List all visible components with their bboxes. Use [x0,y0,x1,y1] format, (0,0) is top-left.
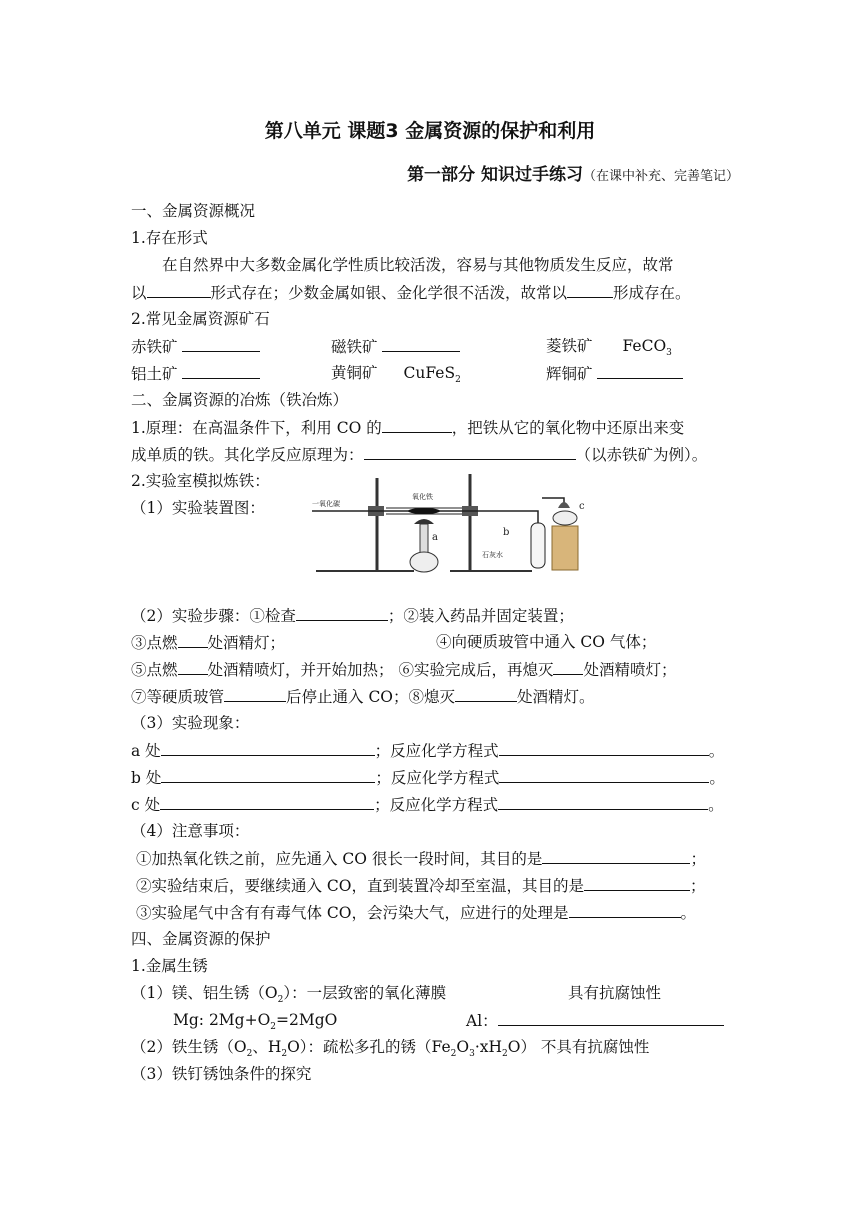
fe-rust-c: O）：疏松多孔的锈（Fe [287,1038,451,1056]
label-a: a [432,532,438,543]
equation-c-label: ；反应化学方程式 [374,796,499,814]
ore-siderite-formula: FeCO [622,337,667,355]
fe-rust-a: （2）铁生锈（O [131,1038,247,1056]
note-3 [136,901,696,924]
apparatus-label: （1）实验装置图： [131,499,265,517]
existence-text-2 [131,281,691,304]
steps-4-middle: 后停止通入 CO；⑧熄灭 [286,688,456,706]
fe-rust-sub-2: 2 [281,1049,288,1060]
limewater-label: 石灰水 [482,551,503,559]
ore-siderite-sub: 3 [666,348,672,359]
blank-extinguish-burner[interactable] [553,658,583,675]
rust-heading: 1.金属生锈 [131,957,208,975]
blank-phenomenon-b[interactable] [161,766,375,783]
ore-siderite-label: 菱铁矿 [546,337,593,355]
blank-al-equation[interactable] [498,1009,724,1026]
fe2o3-label: 氧化铁 [412,493,433,501]
notes-heading: （4）注意事项： [131,822,250,840]
fe-rust-d: O [456,1038,470,1056]
blank-equation-a[interactable] [499,739,709,756]
part-heading [407,160,739,185]
label-c: c [579,501,585,512]
steps-line-3 [131,658,676,681]
blank-light-lamp[interactable] [178,631,208,648]
lamp-flame [414,519,434,524]
ore-siderite [546,335,672,364]
steps-1-suffix: ；②装入药品并固定装置； [387,607,574,625]
fe-rust-b: 、H [252,1038,282,1056]
existence-middle: 形式存在；少数金属如银、金化学很不活泼，故常以 [210,284,568,302]
principle-prefix: 1.原理：在高温条件下，利用 CO 的 [131,419,382,437]
section1-heading: 一、金属资源概况 [131,202,256,220]
delivery-tube [498,511,538,523]
blank-hematite[interactable] [182,335,260,352]
steps-4-suffix: 处酒精灯。 [517,688,595,706]
blank-principle-equation[interactable] [364,443,576,460]
phenomenon-a [131,739,724,762]
blank-note-1[interactable] [542,847,690,864]
phenomenon-c [131,793,724,816]
steps-4-prefix: ⑦等硬质玻管 [131,688,225,706]
phenomenon-c-label: c 处 [131,796,161,814]
fe-rust [131,1036,649,1065]
note-1 [136,847,706,870]
steps-3-prefix: ⑤点燃 [131,661,178,679]
ore-magnetite [331,335,460,358]
principle-line-2 [131,443,707,466]
phenomenon-b-label: b 处 [131,769,162,787]
phenomenon-b [131,766,725,789]
principle-line-1 [131,416,684,439]
co-label: 一氧化碳 [312,500,340,508]
mg-al-rust-property: 具有抗腐蚀性 [568,984,662,1002]
principle-equation-prefix: 成单质的铁。其化学反应原理为： [131,446,364,464]
section4-heading: 四、金属资源的保护 [131,930,271,948]
mg-equation [173,1009,337,1038]
mg-al-rust-sub: 2 [277,995,284,1006]
principle-equation-suffix: （以赤铁矿为例）。 [575,446,708,464]
ore-magnetite-label: 磁铁矿 [331,338,378,356]
note-2 [136,874,706,897]
ore-chalcopyrite-formula: CuFeS [403,364,456,382]
mg-equation-sub: 2 [270,1022,277,1033]
ore-chalcocite-label: 辉铜矿 [546,365,593,383]
fe-rust-sub-5: 2 [502,1049,508,1060]
steps-2a-prefix: ③点燃 [131,634,178,652]
fe-rust-sub-1: 2 [246,1049,253,1060]
al-equation [466,1009,724,1032]
steps-2a-suffix: 处酒精灯； [207,634,286,652]
mg-equation-a: Mg: 2Mg+O [173,1011,271,1029]
section2-heading: 二、金属资源的冶炼（铁冶炼） [131,391,349,409]
note-2-text: ②实验结束后，要继续通入 CO，直到装置冷却至室温，其目的是 [136,877,584,895]
blank-magnetite[interactable] [382,335,460,352]
steps-3-middle: 处酒精喷灯，并开始加热； ⑥实验完成后，再熄灭 [207,661,554,679]
blank-co-property[interactable] [382,416,452,433]
note-1-text: ①加热氧化铁之前，应先通入 CO 很长一段时间，其目的是 [136,850,543,868]
al-label: Al： [466,1012,498,1030]
blank-compound-form[interactable] [147,281,211,298]
blank-chalcocite[interactable] [597,362,683,379]
lab-heading: 2.实验室模拟炼铁： [131,472,270,490]
lamp-body [410,552,438,572]
ore-hematite-label: 赤铁矿 [131,338,178,356]
blank-equation-c[interactable] [498,793,708,810]
label-b: b [503,527,510,538]
fe-rust-sub-3: 2 [450,1049,457,1060]
note-1-end: ； [690,850,706,868]
phenomena-heading: （3）实验现象： [131,714,250,732]
mg-al-rust [131,982,446,1011]
equation-a-label: ；反应化学方程式 [374,742,499,760]
blank-extinguish-lamp[interactable] [455,685,517,702]
nail-rust-heading: （3）铁钉锈蚀条件的探究 [131,1065,312,1083]
burner-stand [552,526,578,570]
steps-line-4 [131,685,595,708]
ore-chalcopyrite-label: 黄铜矿 [331,364,378,382]
fe-rust-sub-4: 3 [469,1049,475,1060]
ore-chalcopyrite-sub: 2 [455,375,461,386]
period-a: 。 [708,742,725,760]
blank-element-form[interactable] [567,281,613,298]
burner-lamp [553,511,577,525]
apparatus-figure [302,468,592,576]
blank-light-burner[interactable] [178,658,208,675]
mg-al-rust-a: （1）镁、铝生锈（O [131,984,278,1002]
fe-rust-f: O） 不具有抗腐蚀性 [507,1038,650,1056]
ore-bauxite-label: 铝土矿 [131,365,178,383]
fe-rust-e: ·xH [474,1038,502,1056]
page-title: 第八单元 课题3 金属资源的保护和利用 [264,120,596,142]
blank-equation-b[interactable] [499,766,709,783]
blank-tube-cool[interactable] [224,685,286,702]
steps-1-prefix: （2）实验步骤：①检查 [131,607,296,625]
part-heading-text: 第一部分 知识过手练习 [407,165,583,185]
burner-flame [558,502,570,508]
note-2-end: ； [690,877,706,895]
mg-al-rust-b: ）：一层致密的氧化薄膜 [283,984,447,1002]
existence-end: 形成存在。 [613,284,691,302]
blank-phenomenon-c[interactable] [160,793,374,810]
existence-prefix: 以 [131,284,147,302]
steps-3-suffix: 处酒精喷灯； [583,661,677,679]
blank-bauxite[interactable] [182,362,260,379]
equation-b-label: ；反应化学方程式 [375,769,500,787]
blank-note-2[interactable] [584,874,690,891]
note-3-text: ③实验尾气中含有有毒气体 CO，会污染大气，应进行的处理是 [136,904,569,922]
steps-line-2a [131,631,285,654]
steps-line-2b: ④向硬质玻管中通入 CO 气体； [436,633,657,651]
part-note: （在课中补充、完善笔记） [582,169,739,184]
blank-check[interactable] [296,604,388,621]
test-tube [531,523,545,568]
blank-note-3[interactable] [569,901,681,918]
note-3-end: 。 [680,904,697,922]
phenomenon-a-label: a 处 [131,742,161,760]
iron-oxide-powder [408,508,440,514]
ore-bauxite [131,362,260,385]
period-c: 。 [708,796,724,814]
ore-chalcocite [546,362,683,385]
ore-hematite [131,335,260,358]
steps-line-1 [131,604,574,627]
mg-equation-b: =2MgO [276,1011,338,1029]
ores-heading: 2.常见金属资源矿石 [131,310,270,328]
existence-heading: 1.存在形式 [131,229,208,247]
principle-suffix: ，把铁从它的氧化物中还原出来变 [451,419,685,437]
period-b: 。 [709,769,725,787]
blank-phenomenon-a[interactable] [161,739,375,756]
existence-text-1: 在自然界中大多数金属化学性质比较活泼，容易与其他物质发生反应，故常 [162,256,674,274]
ore-chalcopyrite [331,362,461,391]
